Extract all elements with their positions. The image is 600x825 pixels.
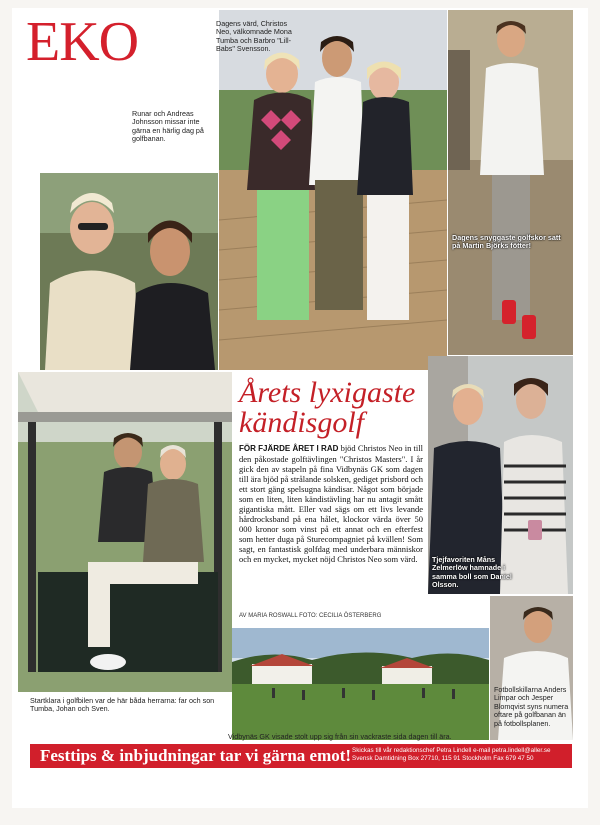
johnsson-photo xyxy=(40,173,218,370)
footer-info-email: Skickas till vår redaktionschef Petra Lindell e-mail petra.lindell@aller.se xyxy=(352,747,551,754)
golfcart-photo xyxy=(18,372,232,692)
article-text: bjöd Christos Neo in till den påkostade golftävlingen "Christos Masters". I år gick den av stapeln på fina Vidbynäs GK som dagen till ära bjöd på strålande solsken, gediget prisbord och ett stort gäng spelsugna kändisar. Något som började som en liten, liten kändistävling har nu antagit smått gigantiska mått. Eller vad sägs om ett livs levande hårdrocksband på ena hålet, klockor värda över 50 000 kronor som vinst på ett annat och en efterfest som hetter duga på Sturecompagniet på kvällen! Som sagt, en fantastisk golfdag med underbara människor och en mycket, mycket nöjd Christos Neo som värd. xyxy=(239,443,423,564)
section-title: EKO xyxy=(26,11,139,73)
caption-golfshoes: Dagens snyggaste golfskor satt på Martin Björks fötter! xyxy=(452,233,561,251)
golfer-photo xyxy=(448,10,573,355)
article-headline: Årets lyxigaste kändisgolf xyxy=(239,376,416,439)
caption-golfcart: Startklara i golfbilen var de här båda herrarna: far och son Tumba, Johan och Sven. xyxy=(30,696,215,714)
host-photo xyxy=(219,10,447,370)
footer-title: Festtips & inbjudningar tar vi gärna emot! xyxy=(40,746,352,765)
caption-favorite: Tjejfavoriten Måns Zelmerlöw hamnade i samma boll som Daniel Olsson. xyxy=(432,555,512,590)
article-body xyxy=(239,443,423,564)
footer-banner xyxy=(30,744,572,768)
footer-info xyxy=(352,747,572,763)
footer-info-address: Svensk Damtidning Box 27710, 115 91 Stockholm Fax 679 47 50 xyxy=(352,755,534,762)
caption-johnsson: Runar och Andreas Johnsson missar inte gärna en härlig dag på golfbanan. xyxy=(132,109,204,144)
article-lead: FÖR FJÄRDE ÅRET I RAD xyxy=(239,444,339,453)
course-photo xyxy=(232,628,489,740)
caption-host: Dagens värd, Christos Neo, välkomnade Mona Tumba och Barbro "Lill-Babs" Svensson. xyxy=(216,19,292,54)
caption-course: Vidbynäs GK visade stolt upp sig från sin vackraste sida dagen till ära. xyxy=(228,732,452,741)
article-byline: AV MARIA ROSWALL FOTO: CECILIA ÖSTERBERG xyxy=(239,613,382,619)
caption-footballers: Fotbollskillarna Anders Limpar och Jesper Blomqvist syns numera oftare på golfbanan än på fotbollsplanen. xyxy=(494,685,569,728)
